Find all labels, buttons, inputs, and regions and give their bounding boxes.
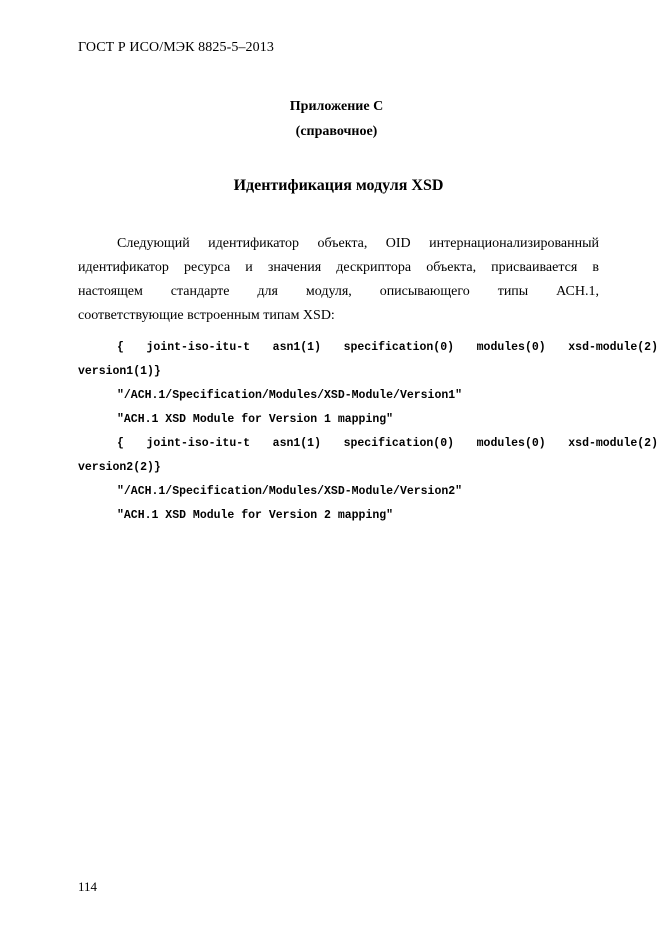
code-line-oid-v1-cont: version1(1)} — [78, 365, 161, 378]
code-line-oid-v1: { joint-iso-itu-t asn1(1) specification(0) modules(0) xsd-module(2) — [117, 341, 658, 354]
appendix-title: Приложение С — [289, 99, 384, 114]
code-line-iri-v2: "/ACH.1/Specification/Modules/XSD-Module/Version2" — [117, 485, 463, 498]
code-line-descriptor-v2: "ACH.1 XSD Module for Version 2 mapping" — [117, 509, 394, 522]
page-number: 114 — [78, 879, 98, 894]
paragraph-line: соответствующие встроенным типам XSD: — [78, 308, 335, 323]
appendix-subtitle: (справочное) — [295, 124, 378, 139]
code-line-descriptor-v1: "ACH.1 XSD Module for Version 1 mapping" — [117, 413, 394, 426]
section-title: Идентификация модуля XSD — [233, 177, 444, 194]
code-line-oid-v2: { joint-iso-itu-t asn1(1) specification(0) modules(0) xsd-module(2) — [117, 437, 658, 450]
document-header: ГОСТ Р ИСО/МЭК 8825-5–2013 — [78, 40, 274, 55]
paragraph-line: Следующий идентификатор объекта, OID интернационализированный — [117, 236, 599, 251]
code-line-iri-v1: "/ACH.1/Specification/Modules/XSD-Module/Version1" — [117, 389, 463, 402]
body-paragraph — [78, 232, 599, 328]
paragraph-line: идентификатор ресурса и значения дескриптора объекта, присваивается в — [78, 260, 599, 275]
code-line-oid-v2-cont: version2(2)} — [78, 461, 161, 474]
paragraph-line: настоящем стандарте для модуля, описывающего типы АСН.1, — [78, 284, 599, 299]
